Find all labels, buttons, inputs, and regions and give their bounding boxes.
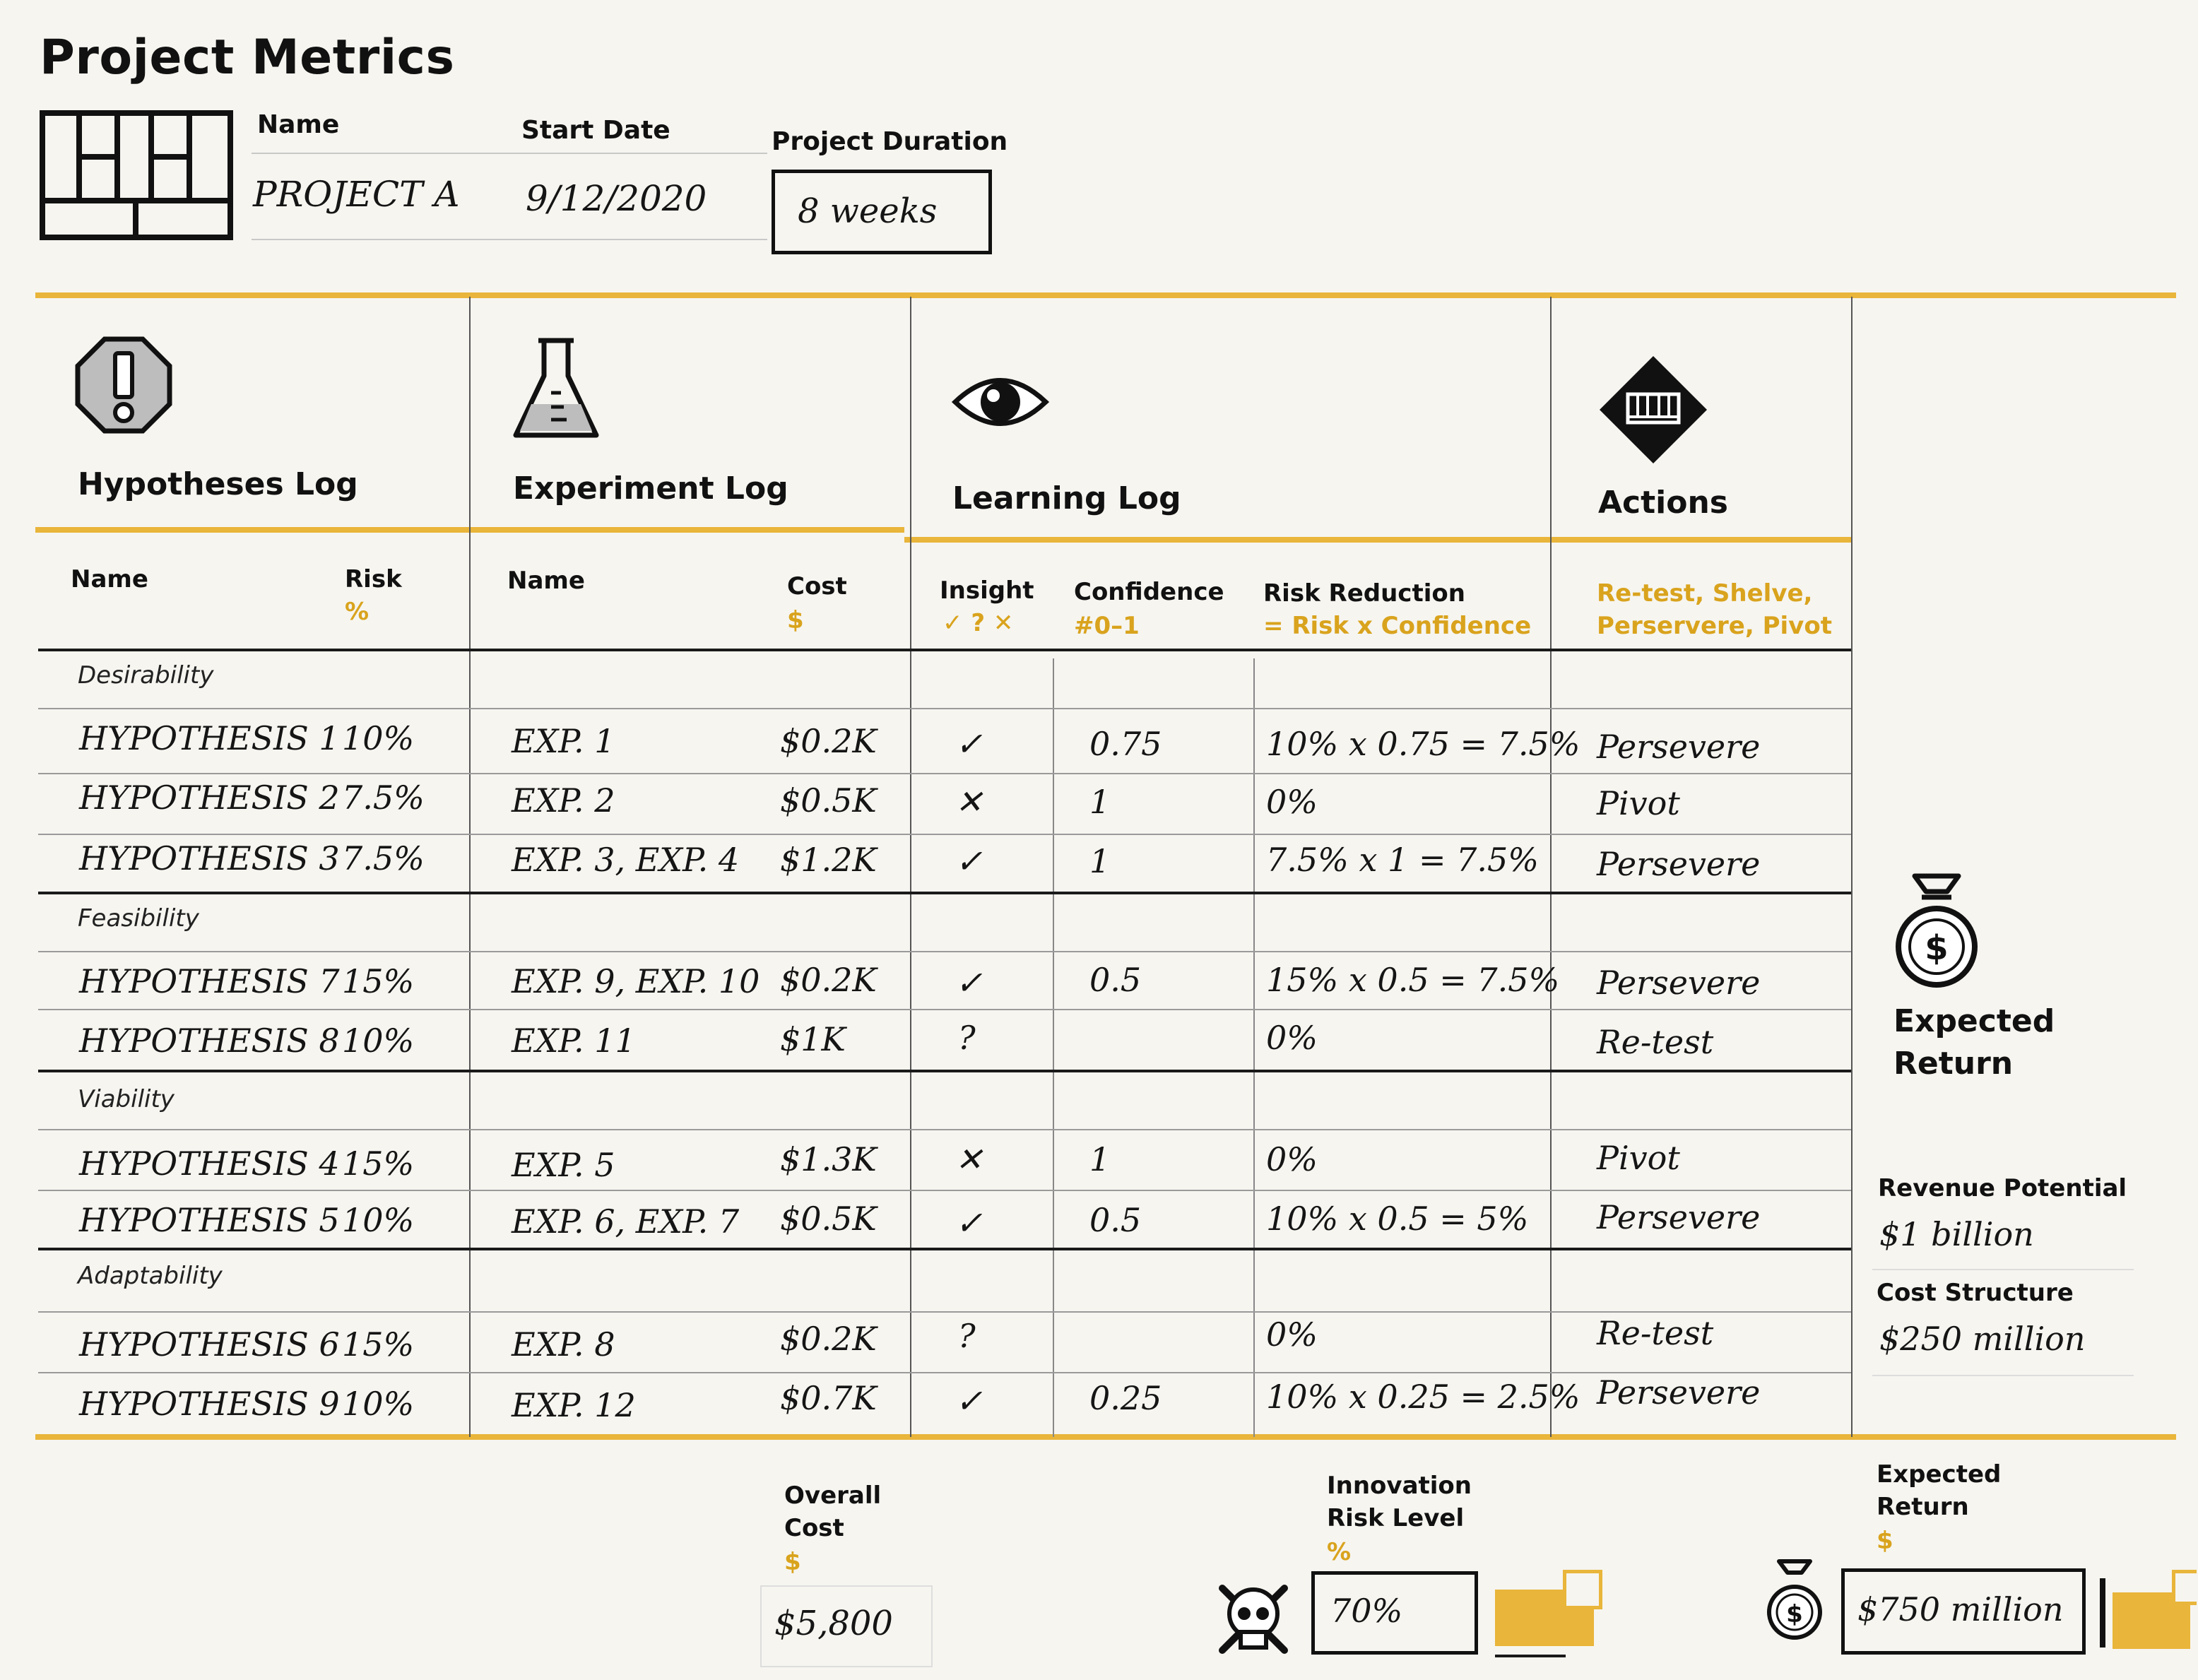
experiment-name: EXP. 2 xyxy=(512,781,615,820)
diamond-grid-icon xyxy=(1597,353,1710,466)
hypothesis-name: HYPOTHESIS 6 xyxy=(79,1325,340,1363)
revenue-potential-label: Revenue Potential xyxy=(1878,1174,2127,1202)
actions-options-2: Perservere, Pivot xyxy=(1597,612,1832,640)
experiment-name: EXP. 11 xyxy=(512,1022,636,1060)
cost-structure-label: Cost Structure xyxy=(1877,1279,2074,1307)
eye-icon xyxy=(951,372,1050,432)
expected-return-value: $750 million xyxy=(1857,1590,2064,1628)
hyp-name-header: Name xyxy=(71,565,148,593)
insight-mark: ? xyxy=(958,1317,976,1355)
category-feasibility: Feasibility xyxy=(78,904,199,933)
risk-reduction-value: 0% xyxy=(1266,1140,1318,1178)
hypotheses-log-title: Hypotheses Log xyxy=(78,466,358,502)
innovation-risk-label-1: Innovation xyxy=(1327,1472,1472,1500)
experiment-name: EXP. 9, EXP. 10 xyxy=(512,962,760,1000)
confidence-value: 0.5 xyxy=(1089,961,1142,999)
duration-label: Project Duration xyxy=(772,127,1008,156)
innovation-risk-value: 70% xyxy=(1330,1592,1403,1630)
action-value: Pivot xyxy=(1597,784,1680,822)
action-value: Persevere xyxy=(1597,728,1761,766)
hyp-risk-unit: % xyxy=(345,598,370,626)
category-viability: Viability xyxy=(78,1085,175,1113)
hypothesis-risk: 10% xyxy=(342,1022,415,1060)
risk-reduction-value: 10% x 0.25 = 2.5% xyxy=(1266,1378,1580,1416)
confidence-value: 1 xyxy=(1089,1140,1111,1178)
hypothesis-risk: 10% xyxy=(342,1201,415,1239)
overall-cost-value: $5,800 xyxy=(774,1604,893,1643)
action-value: Pivot xyxy=(1597,1139,1680,1177)
risk-reduction-header: Risk Reduction xyxy=(1263,579,1465,608)
risk-reduction-value: 0% xyxy=(1266,1019,1318,1057)
start-date-field[interactable]: 9/12/2020 xyxy=(526,178,707,219)
hypothesis-name: HYPOTHESIS 7 xyxy=(79,962,340,1000)
hypothesis-name: HYPOTHESIS 3 xyxy=(79,839,340,877)
svg-text:$: $ xyxy=(1925,928,1949,968)
experiment-name: EXP. 6, EXP. 7 xyxy=(512,1202,740,1241)
experiment-cost: $0.2K xyxy=(780,961,877,999)
confidence-value: 0.75 xyxy=(1089,725,1162,763)
hypothesis-name: HYPOTHESIS 5 xyxy=(79,1201,340,1239)
insight-mark: ✕ xyxy=(955,1140,983,1178)
hypothesis-risk: 15% xyxy=(342,1144,415,1183)
experiment-cost: $0.2K xyxy=(780,722,877,760)
page-title: Project Metrics xyxy=(40,30,455,85)
revenue-potential-value[interactable]: $1 billion xyxy=(1879,1215,2034,1253)
risk-reduction-sub: = Risk x Confidence xyxy=(1263,612,1532,640)
confidence-value: 0.25 xyxy=(1089,1379,1162,1417)
flask-icon xyxy=(510,336,602,442)
insight-mark: ? xyxy=(958,1019,976,1057)
skull-crossbones-icon xyxy=(1212,1578,1294,1660)
hypothesis-risk: 15% xyxy=(342,1325,415,1363)
hypothesis-name: HYPOTHESIS 9 xyxy=(79,1385,340,1423)
risk-reduction-value: 10% x 0.75 = 7.5% xyxy=(1266,725,1580,763)
insight-mark: ✓ xyxy=(955,842,983,880)
insight-mark: ✓ xyxy=(955,1204,983,1242)
risk-reduction-value: 0% xyxy=(1266,1315,1318,1354)
experiment-name: EXP. 12 xyxy=(512,1386,636,1424)
money-bag-icon xyxy=(1891,870,1983,990)
risk-level-indicator-corner xyxy=(1563,1570,1602,1609)
experiment-cost: $1.2K xyxy=(780,841,877,879)
expected-return-label-1: Expected xyxy=(1877,1460,2002,1489)
category-desirability: Desirability xyxy=(78,661,214,690)
experiment-name: EXP. 5 xyxy=(512,1146,615,1184)
hypothesis-name: HYPOTHESIS 1 xyxy=(79,719,340,757)
insight-sub: ✓ ? ✕ xyxy=(943,609,1014,637)
experiment-name: EXP. 3, EXP. 4 xyxy=(512,841,740,879)
duration-value: 8 weeks xyxy=(798,191,938,231)
experiment-cost: $0.5K xyxy=(780,1200,877,1238)
experiment-cost: $1K xyxy=(780,1020,846,1058)
expected-return-field[interactable] xyxy=(1841,1568,2086,1655)
hypothesis-name: HYPOTHESIS 2 xyxy=(79,779,340,817)
confidence-sub: #0–1 xyxy=(1074,612,1140,640)
action-value: Re-test xyxy=(1597,1314,1714,1352)
experiment-name: EXP. 1 xyxy=(512,722,615,760)
hypothesis-risk: 10% xyxy=(342,719,415,757)
action-value: Persevere xyxy=(1597,1198,1761,1236)
hyp-risk-header: Risk xyxy=(345,565,402,593)
project-name-field[interactable]: PROJECT A xyxy=(253,174,460,215)
category-adaptability: Adaptability xyxy=(78,1262,223,1290)
innovation-risk-unit: % xyxy=(1327,1538,1352,1566)
overall-cost-field[interactable] xyxy=(760,1585,933,1667)
confidence-value: 1 xyxy=(1089,842,1111,880)
hypothesis-risk: 7.5% xyxy=(342,839,425,877)
action-value: Persevere xyxy=(1597,1373,1761,1412)
name-label: Name xyxy=(257,110,340,139)
risk-reduction-value: 15% x 0.5 = 7.5% xyxy=(1266,961,1560,999)
experiment-cost: $0.7K xyxy=(780,1379,877,1417)
insight-header: Insight xyxy=(940,576,1034,605)
innovation-risk-field[interactable] xyxy=(1311,1571,1478,1655)
action-value: Persevere xyxy=(1597,964,1761,1002)
actions-options-1: Re-test, Shelve, xyxy=(1597,579,1813,608)
action-value: Persevere xyxy=(1597,845,1761,883)
insight-mark: ✓ xyxy=(955,964,983,1002)
action-value: Re-test xyxy=(1597,1023,1714,1061)
experiment-cost: $1.3K xyxy=(780,1140,877,1178)
exp-name-header: Name xyxy=(507,567,585,595)
hypothesis-risk: 15% xyxy=(342,962,415,1000)
insight-mark: ✓ xyxy=(955,725,983,763)
risk-reduction-value: 0% xyxy=(1266,783,1318,821)
overall-cost-label-1: Overall xyxy=(784,1481,882,1510)
hypothesis-name: HYPOTHESIS 8 xyxy=(79,1022,340,1060)
insight-mark: ✓ xyxy=(955,1382,983,1420)
duration-field[interactable] xyxy=(772,170,992,254)
warning-octagon-icon xyxy=(75,336,172,434)
exp-cost-unit: $ xyxy=(787,606,804,634)
start-date-label: Start Date xyxy=(521,116,670,145)
expected-return-title-1: Expected xyxy=(1893,1003,2055,1039)
experiment-log-title: Experiment Log xyxy=(513,471,788,507)
risk-reduction-value: 7.5% x 1 = 7.5% xyxy=(1266,841,1539,879)
insight-mark: ✕ xyxy=(955,783,983,821)
innovation-risk-label-2: Risk Level xyxy=(1327,1504,1465,1532)
risk-reduction-value: 10% x 0.5 = 5% xyxy=(1266,1200,1529,1238)
hypothesis-risk: 7.5% xyxy=(342,779,425,817)
svg-text:$: $ xyxy=(1786,1600,1803,1628)
confidence-value: 1 xyxy=(1089,783,1111,821)
experiment-cost: $0.5K xyxy=(780,781,877,820)
expected-return-unit: $ xyxy=(1877,1527,1893,1555)
expected-return-label-2: Return xyxy=(1877,1493,1969,1521)
money-bag-icon xyxy=(1763,1557,1826,1642)
confidence-header: Confidence xyxy=(1074,578,1224,606)
experiment-cost: $0.2K xyxy=(780,1320,877,1358)
experiment-name: EXP. 8 xyxy=(512,1325,615,1363)
overall-cost-label-2: Cost xyxy=(784,1514,844,1542)
hypothesis-risk: 10% xyxy=(342,1385,415,1423)
canvas-grid-icon xyxy=(40,110,235,242)
cost-structure-value[interactable]: $250 million xyxy=(1879,1320,2086,1358)
overall-cost-unit: $ xyxy=(784,1548,801,1576)
hypothesis-name: HYPOTHESIS 4 xyxy=(79,1144,340,1183)
confidence-value: 0.5 xyxy=(1089,1201,1142,1239)
exp-cost-header: Cost xyxy=(787,572,847,601)
actions-title: Actions xyxy=(1598,485,1728,521)
learning-log-title: Learning Log xyxy=(952,480,1181,516)
expected-return-title-2: Return xyxy=(1893,1046,2014,1082)
